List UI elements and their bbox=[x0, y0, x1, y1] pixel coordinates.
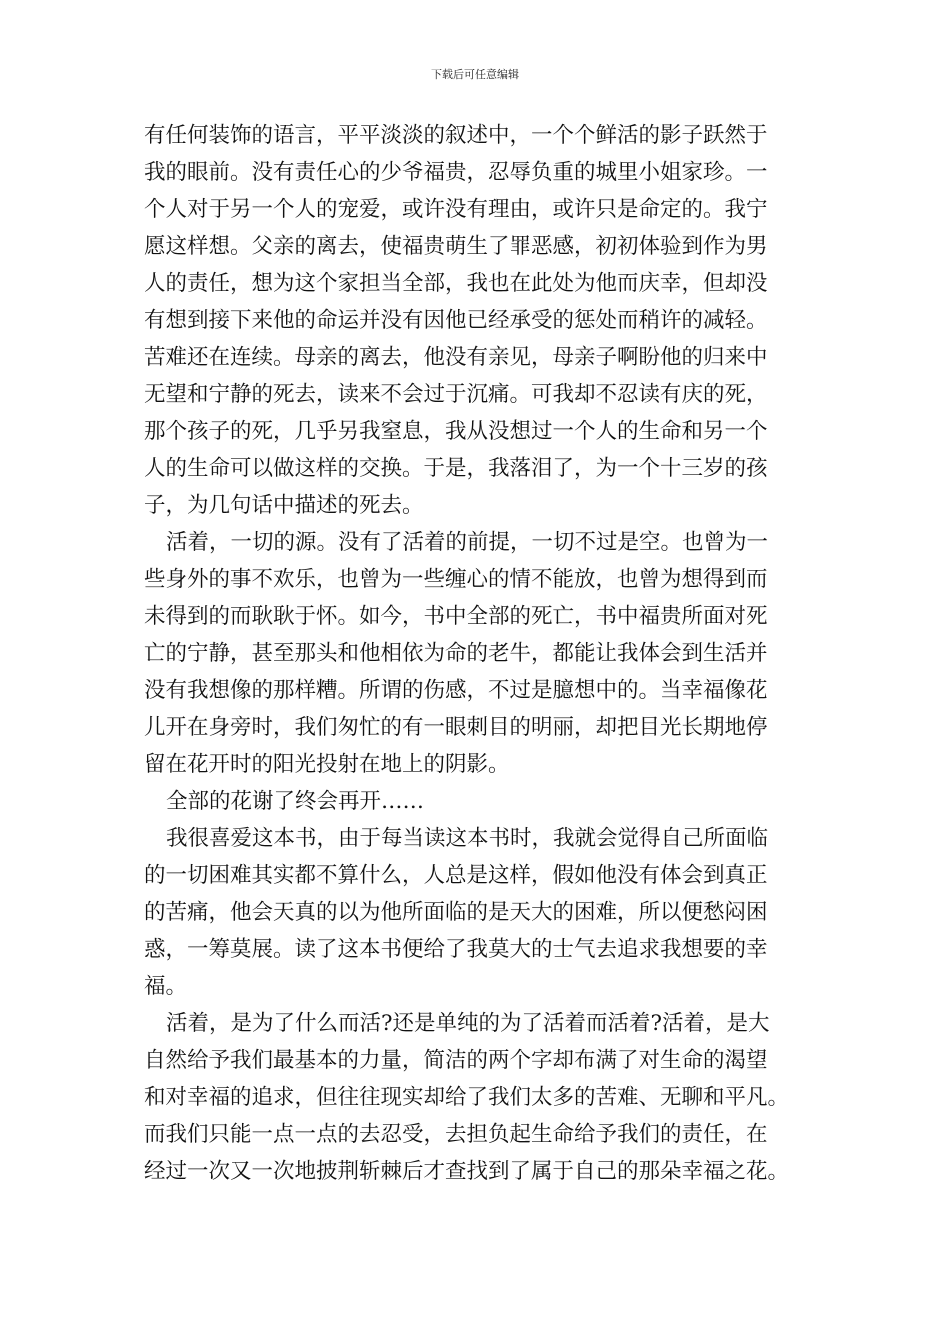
text-line: 没有我想像的那样糟。所谓的伤感，不过是臆想中的。当幸福像花 bbox=[144, 678, 768, 703]
text-line: 儿开在身旁时，我们匆忙的有一眼刺目的明丽，却把目光长期地停 bbox=[144, 715, 768, 740]
text-line: 惑，一筹莫展。读了这本书便给了我莫大的士气去追求我想要的幸 bbox=[144, 937, 768, 962]
text-line: 些身外的事不欢乐，也曾为一些缠心的情不能放，也曾为想得到而 bbox=[144, 567, 768, 592]
text-line: 那个孩子的死，几乎另我窒息，我从没想过一个人的生命和另一个 bbox=[144, 419, 768, 444]
text-line: 和对幸福的追求，但往往现实却给了我们太多的苦难、无聊和平凡。 bbox=[144, 1085, 790, 1110]
text-line: 未得到的而耿耿于怀。如今，书中全部的死亡，书中福贵所面对死 bbox=[144, 604, 768, 629]
text-line: 愿这样想。父亲的离去，使福贵萌生了罪恶感，初初体验到作为男 bbox=[144, 234, 768, 259]
text-line: 的一切困难其实都不算什么，人总是这样，假如他没有体会到真正 bbox=[144, 863, 768, 888]
text-line: 自然给予我们最基本的力量，简洁的两个字却布满了对生命的渴望 bbox=[144, 1048, 768, 1073]
text-line: 苦难还在连续。母亲的离去，他没有亲见，母亲子啊盼他的归来中 bbox=[144, 345, 768, 370]
body-text bbox=[144, 117, 816, 1190]
text-line: 而我们只能一点一点的去忍受，去担负起生命给予我们的责任，在 bbox=[144, 1122, 768, 1147]
text-line: 我的眼前。没有责任心的少爷福贵，忍辱负重的城里小姐家珍。一 bbox=[144, 160, 768, 185]
text-line: 有想到接下来他的命运并没有因他已经承受的惩处而稍许的减轻。 bbox=[144, 308, 768, 333]
text-line: 活着，是为了什么而活?还是单纯的为了活着而活着?活着，是大 bbox=[166, 1011, 770, 1036]
text-line: 人的责任，想为这个家担当全部，我也在此处为他而庆幸，但却没 bbox=[144, 271, 768, 296]
text-line: 的苦痛，他会天真的以为他所面临的是天大的困难，所以便愁闷困 bbox=[144, 900, 768, 925]
text-line: 福。 bbox=[144, 974, 188, 999]
text-line: 全部的花谢了终会再开…… bbox=[166, 789, 425, 814]
text-line: 子，为几句话中描述的死去。 bbox=[144, 493, 424, 518]
text-line: 留在花开时的阳光投射在地上的阴影。 bbox=[144, 752, 510, 777]
text-line: 无望和宁静的死去，读来不会过于沉痛。可我却不忍读有庆的死， bbox=[144, 382, 768, 407]
text-line: 人的生命可以做这样的交换。于是，我落泪了，为一个十三岁的孩 bbox=[144, 456, 768, 481]
text-line: 我很喜爱这本书，由于每当读这本书时，我就会觉得自己所面临 bbox=[166, 826, 769, 851]
text-line: 经过一次又一次地披荆斩棘后才查找到了属于自己的那朵幸福之花。 bbox=[144, 1159, 790, 1184]
text-line: 亡的宁静，甚至那头和他相依为命的老牛，都能让我体会到生活并 bbox=[144, 641, 768, 666]
text-line: 个人对于另一个人的宠爱，或许没有理由，或许只是命定的。我宁 bbox=[144, 197, 768, 222]
page-header: 下载后可任意编辑 bbox=[431, 68, 519, 81]
text-line: 活着，一切的源。没有了活着的前提，一切不过是空。也曾为一 bbox=[166, 530, 769, 555]
text-line: 有任何装饰的语言，平平淡淡的叙述中，一个个鲜活的影子跃然于 bbox=[144, 123, 768, 148]
